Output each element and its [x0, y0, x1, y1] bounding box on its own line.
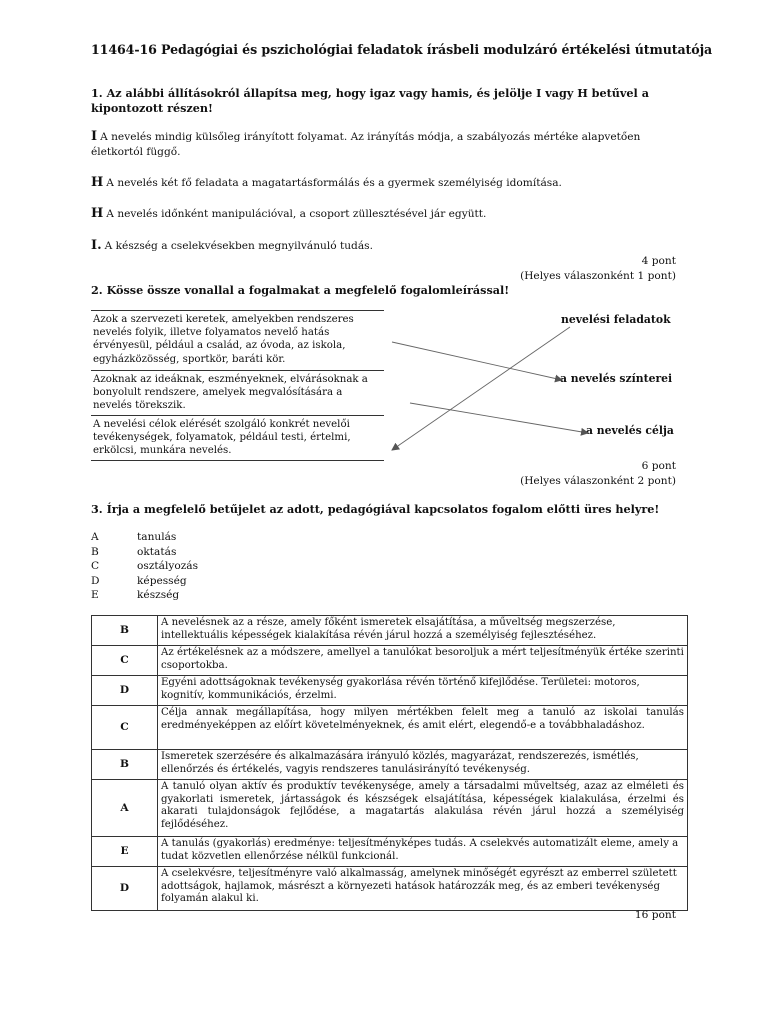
- option-letter: D: [91, 574, 100, 587]
- task3-option: [91, 545, 198, 560]
- answer-key: D: [92, 867, 158, 911]
- answer-key: D: [92, 676, 158, 706]
- task2-concept-3: a nevelés célja: [586, 424, 674, 437]
- statement-text: A nevelés mindig külsőleg irányított folyamat. Az irányítás módja, a szabályozás mértéke alapvetően: [100, 131, 641, 143]
- statement-mark: H: [91, 206, 104, 221]
- task2-description-3: A nevelési célok elérését szolgáló konkrét nevelői tevékenységek, folyamatok, például testi, értelmi, erkölcsi, munkára nevelés.: [91, 416, 384, 461]
- statement-text: A készség a cselekvésekben megnyilvánuló tudás.: [104, 240, 373, 252]
- option-letter: A: [91, 531, 99, 543]
- answer-description: A tanulás (gyakorlás) eredménye: teljesítményképes tudás. A cselekvés automatizált eleme, amely a tudat közvetlen ellenőrzése nélkül funkcionál.: [158, 837, 688, 867]
- option-term: tanulás: [137, 531, 177, 543]
- table-row: [92, 837, 688, 867]
- option-letter: B: [91, 545, 99, 558]
- task2-description-2: Azoknak az ideáknak, eszményeknek, elvárásoknak a bonyolult rendszere, amelyek megvalósítására a nevelés törekszik.: [91, 371, 384, 416]
- answer-key: C: [92, 706, 158, 750]
- statement-mark: I: [91, 129, 98, 144]
- answer-key: C: [92, 646, 158, 676]
- answer-key: B: [92, 750, 158, 780]
- option-term: képesség: [137, 574, 187, 587]
- page-title: 11464-16 Pedagógiai és pszichológiai feladatok írásbeli modulzáró értékelési útmutatója: [91, 42, 713, 57]
- statement-text: A nevelés két fő feladata a magatartásformálás és a gyermek személyiség idomítása.: [106, 177, 562, 189]
- task3-option: [91, 574, 198, 589]
- connector-line-1: [392, 342, 562, 380]
- task1-heading-line1: 1. Az alábbi állításokról állapítsa meg, hogy igaz vagy hamis, és jelölje I vagy H betűvel a: [91, 86, 649, 100]
- task2-heading: 2. Kösse össze vonallal a fogalmakat a megfelelő fogalomleírással!: [91, 283, 510, 297]
- statement-mark: H: [91, 175, 104, 190]
- answer-description: Célja annak megállapítása, hogy milyen mértékben felelt meg a tanuló az iskolai tanulás eredményeképpen az előírt követelményeknek, és amit elért, elegendő-e a továbbhaladáshoz.: [158, 706, 688, 750]
- answer-description: Ismeretek szerzésére és alkalmazására irányuló közlés, magyarázat, rendszerezés, ismétlés, ellenőrzés és értékelés, vagyis rendszeres tanulásirányító tevékenység.: [158, 750, 688, 780]
- task3-option: [91, 588, 198, 603]
- statement-mark: I.: [91, 238, 102, 253]
- option-letter: C: [91, 560, 100, 573]
- task1-heading-line2: kipontozott részen!: [91, 101, 213, 115]
- statement-text: A nevelés időnként manipulációval, a csoport züllesztésével jár együtt.: [106, 208, 487, 220]
- table-row: [92, 750, 688, 780]
- answer-key: E: [92, 837, 158, 867]
- task2-concept-1: nevelési feladatok: [561, 313, 671, 326]
- connector-line-3: [392, 327, 570, 450]
- answer-description: Az értékelésnek az a módszere, amellyel a tanulókat besoroljuk a mért teljesítményük értéke szerinti csoportokba.: [158, 646, 688, 676]
- answer-description: A nevelésnek az a része, amely főként ismeretek elsajátítása, a műveltség megszerzése, intellektuális képességek kialakítása révén járul hozzá a személyiség fejlesztéséhez.: [158, 616, 688, 646]
- option-term: osztályozás: [137, 560, 199, 573]
- table-row: [92, 676, 688, 706]
- statement-text-cont: életkortól függő.: [91, 145, 181, 158]
- answer-description: A tanuló olyan aktív és produktív tevékenysége, amely a társadalmi műveltség, azaz az elméleti és gyakorlati ismeretek, jártasságok és készségek elsajátítása, képességek kialakulása, érzelmi és akarati tulajdonságok fejlődése, a magatartás alakulása révén járul hozzá a személyiség fejlődéséhez.: [158, 780, 688, 837]
- task3-heading: 3. Írja a megfelelő betűjelet az adott, pedagógiával kapcsolatos fogalom előtti üres helyre!: [91, 502, 660, 516]
- task2-points-note: (Helyes válaszonként 2 pont): [520, 474, 676, 487]
- answer-description: A cselekvésre, teljesítményre való alkalmasság, amelynek minőségét egyrészt az emberrel született adottságok, hajlamok, másrészt a környezeti hatások határozzák meg, és az emberi tevékenység folyamán alakul ki.: [158, 867, 688, 911]
- table-row: [92, 646, 688, 676]
- task3-points: 16 pont: [634, 909, 676, 921]
- answer-key: A: [92, 780, 158, 837]
- option-term: oktatás: [137, 545, 177, 558]
- answer-description: Egyéni adottságoknak tevékenység gyakorlása révén történő kifejlődése. Területei: motoros, kognitív, kommunikációs, érzelmi.: [158, 676, 688, 706]
- option-term: készség: [137, 589, 180, 602]
- task3-option: [91, 530, 198, 545]
- task2-points-value: 6 pont: [641, 460, 676, 472]
- task1-points-value: 4 pont: [641, 255, 676, 267]
- option-letter: E: [91, 589, 99, 602]
- answer-key: B: [92, 616, 158, 646]
- task1-points-note: (Helyes válaszonként 1 pont): [520, 269, 676, 282]
- table-row: [92, 867, 688, 911]
- table-row: [92, 706, 688, 750]
- task2-concept-2: a nevelés színterei: [560, 372, 673, 385]
- task3-option: [91, 559, 198, 574]
- task3-answer-table: [91, 615, 688, 911]
- task2-points: [520, 459, 676, 488]
- table-row: [92, 780, 688, 837]
- connector-line-2: [410, 403, 588, 433]
- table-row: [92, 616, 688, 646]
- task2-description-1: Azok a szervezeti keretek, amelyekben rendszeres nevelés folyik, illetve folyamatos nevelő hatás érvényesül, például a család, az óvoda, az iskola, egyházközösség, sportkör, baráti kör.: [91, 311, 384, 371]
- task3-option-list: [91, 530, 198, 603]
